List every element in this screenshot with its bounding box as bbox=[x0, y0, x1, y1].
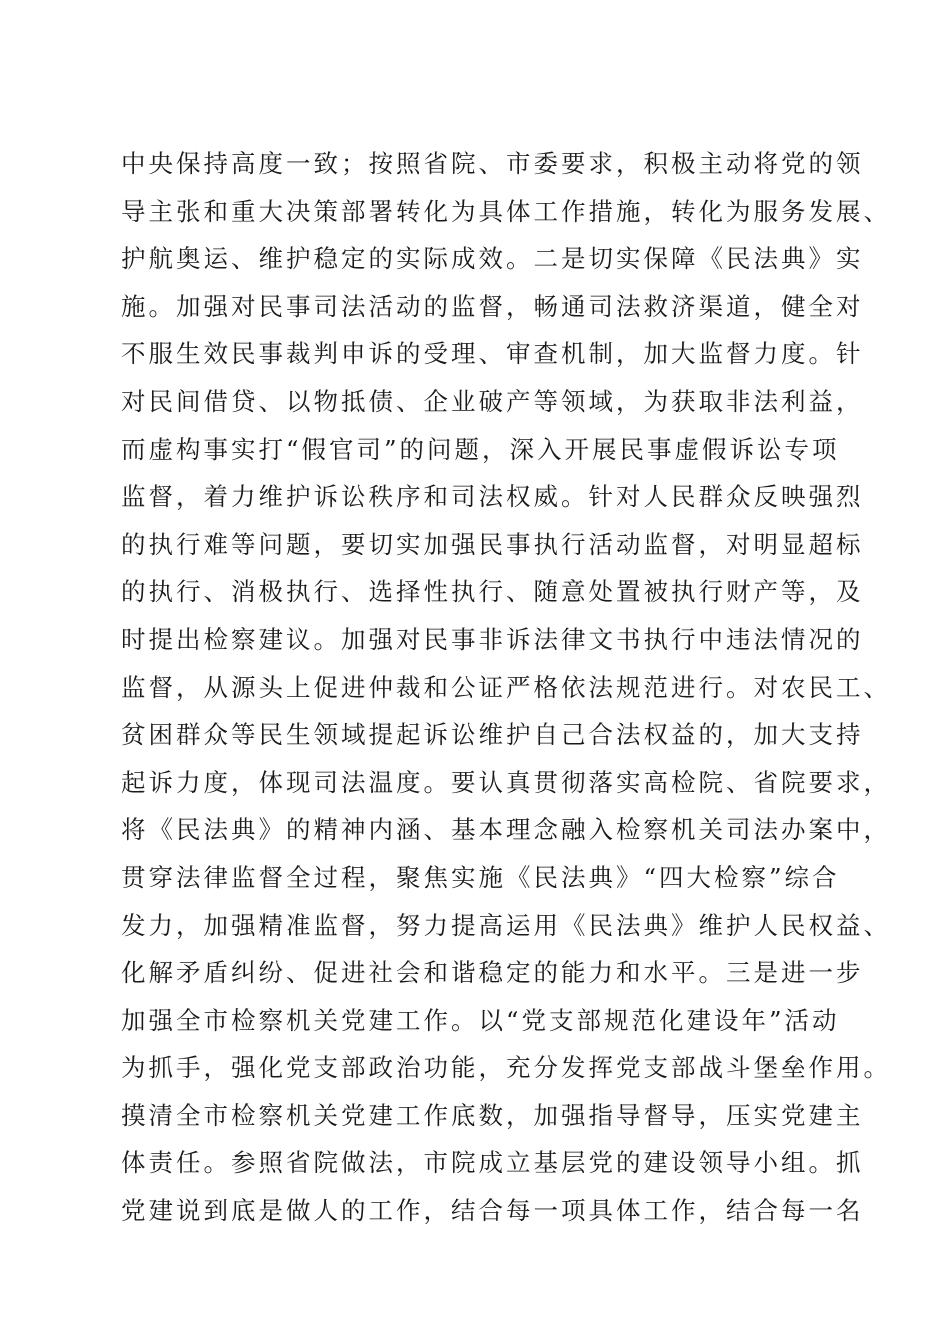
text-line: 党建说到底是做人的工作，结合每一项具体工作，结合每一名 bbox=[121, 1196, 864, 1226]
text-line: 护航奥运、维护稳定的实际成效。二是切实保障《民法典》实 bbox=[121, 244, 864, 274]
text-line: 的执行、消极执行、选择性执行、随意处置被执行财产等，及 bbox=[121, 577, 864, 607]
text-line: 体责任。参照省院做法，市院成立基层党的建设领导小组。抓 bbox=[121, 1148, 864, 1178]
text-line: 加强全市检察机关党建工作。以“党支部规范化建设年”活动 bbox=[121, 1005, 840, 1035]
text-line: 将《民法典》的精神内涵、基本理念融入检察机关司法办案中， bbox=[121, 815, 891, 845]
text-line: 发力，加强精准监督，努力提高运用《民法典》维护人民权益、 bbox=[121, 910, 891, 940]
text-line: 对民间借贷、以物抵债、企业破产等领域，为获取非法利益， bbox=[121, 386, 864, 416]
text-line: 摸清全市检察机关党建工作底数，加强指导督导，压实党建主 bbox=[121, 1100, 864, 1130]
text-line: 不服生效民事裁判申诉的受理、审查机制，加大监督力度。针 bbox=[121, 339, 864, 369]
text-line: 化解矛盾纠纷、促进社会和谐稳定的能力和水平。三是进一步 bbox=[121, 958, 864, 988]
text-line: 而虚构事实打“假官司”的问题，深入开展民事虚假诉讼专项 bbox=[121, 434, 840, 464]
text-line: 监督，着力维护诉讼秩序和司法权威。针对人民群众反映强烈 bbox=[121, 482, 864, 512]
body-paragraph bbox=[121, 140, 891, 1235]
text-line: 起诉力度，体现司法温度。要认真贯彻落实高检院、省院要求， bbox=[121, 767, 891, 797]
text-line: 贯穿法律监督全过程，聚焦实施《民法典》“四大检察”综合 bbox=[121, 862, 840, 892]
text-line: 中央保持高度一致；按照省院、市委要求，积极主动将党的领 bbox=[121, 149, 864, 178]
text-line: 监督，从源头上促进仲裁和公证严格依法规范进行。对农民工、 bbox=[121, 672, 891, 702]
text-line: 时提出检察建议。加强对民事非诉法律文书执行中违法情况的 bbox=[121, 624, 864, 654]
text-line: 为抓手，强化党支部政治功能，充分发挥党支部战斗堡垒作用。 bbox=[121, 1053, 891, 1083]
text-line: 施。加强对民事司法活动的监督，畅通司法救济渠道，健全对 bbox=[121, 291, 864, 321]
text-line: 导主张和重大决策部署转化为具体工作措施，转化为服务发展、 bbox=[121, 196, 891, 226]
text-line: 贫困群众等民生领域提起诉讼维护自己合法权益的，加大支持 bbox=[121, 720, 864, 750]
text-line: 的执行难等问题，要切实加强民事执行活动监督，对明显超标 bbox=[121, 529, 864, 559]
